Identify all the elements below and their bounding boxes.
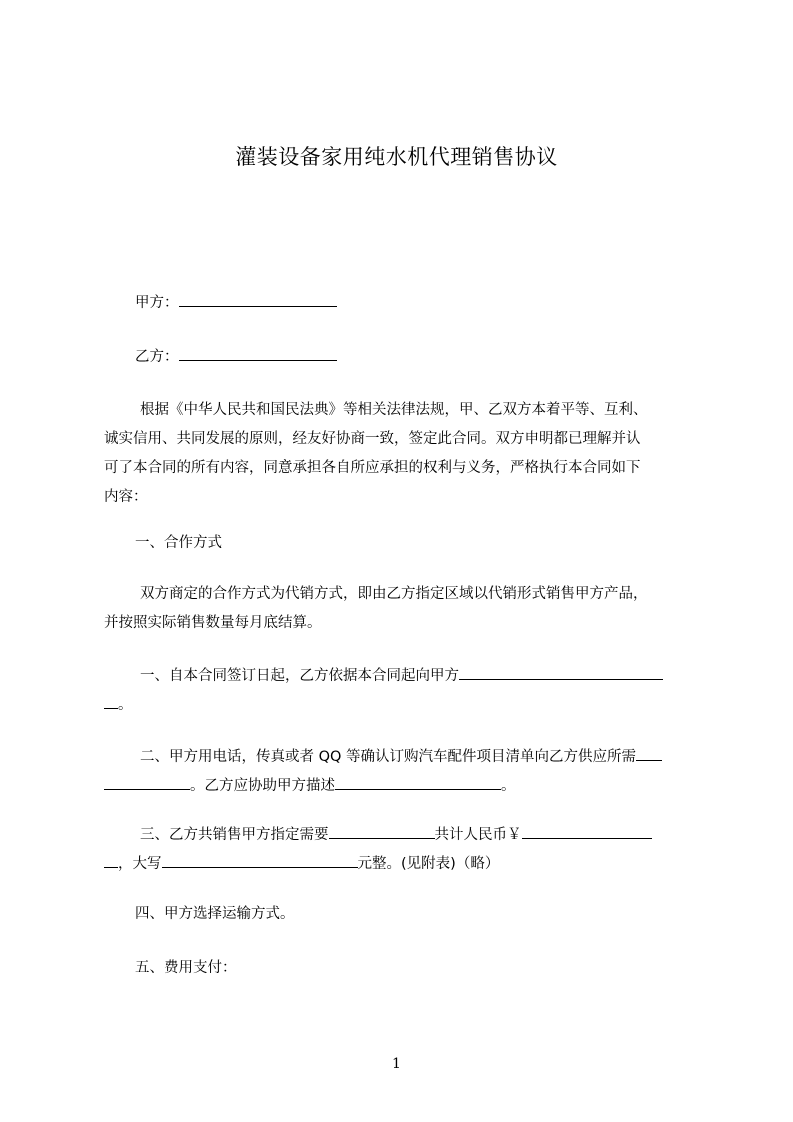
preamble-line: 根据《中华人民共和国民法典》等相关法律法规，甲、乙双方本着平等、互利、 [140,402,648,418]
cooperation-line: 双方商定的合作方式为代销方式，即由乙方指定区域以代销形式销售甲方产品， [140,586,648,602]
clause-2-blank-2 [335,774,501,790]
clause-3-amount-blank-cont [104,852,118,868]
clause-3-text: 三、乙方共销售甲方指定需要 [140,827,329,843]
section-heading-cooperation: 一、合作方式 [135,535,222,551]
document-title: 灌装设备家用纯水机代理销售协议 [235,145,558,169]
clause-1-blank-cont [104,693,118,709]
cooperation-paragraph [104,580,702,638]
clause-2-blank-1-cont [104,774,190,790]
preamble-line: 内容： [104,489,148,505]
clause-1-text: 一、自本合同签订日起，乙方依据本合同起向甲方 [140,668,459,684]
clause-3-amount-blank [522,823,652,839]
clause-3-text-2: 共计人民币￥ [434,827,522,843]
clause-3 [104,821,702,879]
clause-2-blank-1 [636,745,662,761]
clause-5: 五、费用支付： [135,960,237,976]
party-a-label: 甲方： [135,295,179,311]
clause-4: 四、甲方选择运输方式。 [135,906,295,922]
clause-3-qty-blank [329,823,435,839]
preamble-paragraph [104,396,702,512]
clause-2-text: 二、甲方用电话，传真或者 QQ 等确认订购汽车配件项目清单向乙方供应所需 [140,749,637,765]
cooperation-line: 并按照实际销售数量每月底结算。 [104,615,322,631]
party-a-line [135,291,337,313]
party-b-blank [179,345,337,361]
clause-2-end: 。 [501,778,516,794]
clause-3-words-blank [162,852,358,868]
clause-1 [104,662,702,720]
party-b-label: 乙方： [135,349,179,365]
page-number: 1 [392,1056,401,1072]
preamble-line: 可了本合同的所有内容，同意承担各自所应承担的权利与义务，严格执行本合同如下 [104,460,641,476]
preamble-line: 诚实信用、共同发展的原则，经友好协商一致，签定此合同。双方申明都已理解并认 [104,431,641,447]
party-b-line [135,345,337,367]
clause-1-blank [459,664,663,680]
clause-2 [104,743,702,801]
party-a-blank [179,291,337,307]
clause-3-text-4: 元整。(见附表)（略） [357,856,500,872]
clause-1-end: 。 [118,697,133,713]
clause-2-text-2: 。乙方应协助甲方描述 [190,778,335,794]
clause-3-text-3: ，大写 [118,856,162,872]
